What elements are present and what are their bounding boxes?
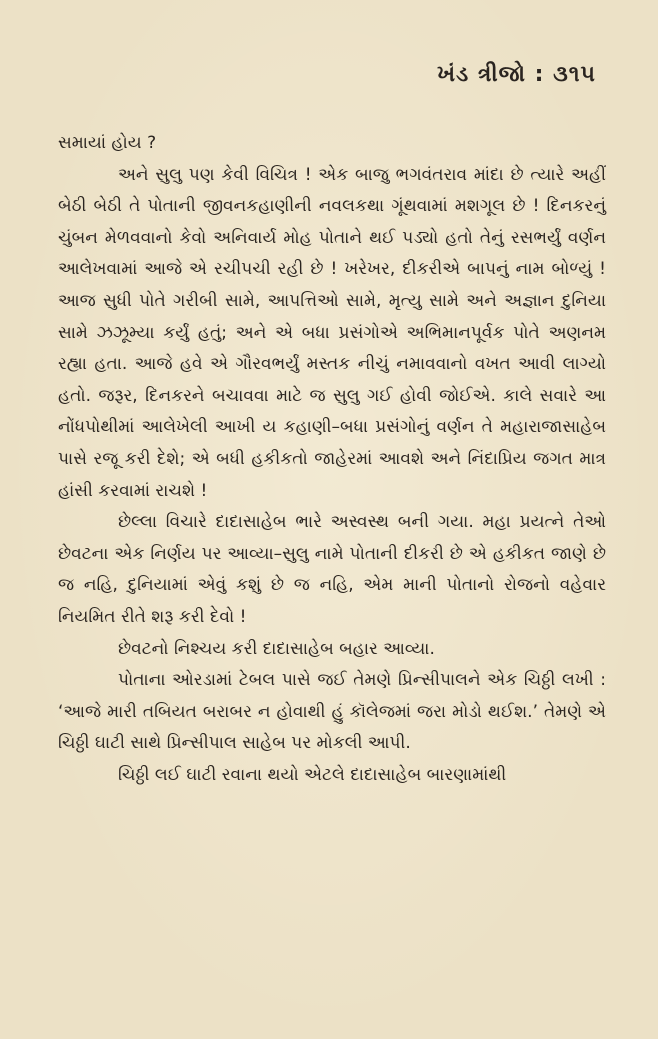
paragraph: છેલ્લા વિચારે દાદાસાહેબ ભારે અસ્વસ્થ બની ગયા. મહા પ્રયત્ને તેઓ છેવટના એક નિર્ણય પર આવ્યા–સુલુ નામે પોતાની દીકરી છે એ હકીકત જાણે છે જ નહિ, દુનિયામાં એવું કશું છે જ નહિ, એમ માની પોતાનો રોજનો વહેવાર નિયમિત રીતે શરૂ કરી દેવો ! <box>58 512 606 627</box>
paragraph: ચિઠ્ઠી લઈ ઘાટી રવાના થયો એટલે દાદાસાહેબ બારણામાંથી <box>118 764 507 785</box>
paragraph-continuation: સમાયાં હોય ? <box>58 133 157 153</box>
paragraph: પોતાના ઓરડામાં ટેબલ પાસે જઈ તેમણે પ્રિન્સીપાલને એક ચિઠ્ઠી લખી : ‘આજે મારી તબિયત બરાબર ન હોવાથી હું કૉલેજમાં જરા મોડો થઈશ.’ તેમણે એ ચિઠ્ઠી ઘાટી સાથે પ્રિન્સીપાલ સાહેબ પર મોકલી આપી. <box>58 670 606 754</box>
running-header: ખંડ ત્રીજો : ૩૧૫ <box>437 62 596 87</box>
body-text <box>58 128 606 791</box>
paragraph: છેવટનો નિશ્ચય કરી દાદાસાહેબ બહાર આવ્યા. <box>118 638 435 659</box>
paragraph: અને સુલુ પણ કેવી વિચિત્ર ! એક બાજુ ભગવંતરાવ માંદા છે ત્યારે અહીં બેઠી બેઠી તે પોતાની જીવનકહાણીની નવલકથા ગૂંથવામાં મશગૂલ છે ! દિનકરનું ચુંબન મેળવવાનો કેવો અનિવાર્ય મોહ પોતાને થઈ પડ્યો હતો તેનું રસભર્યું વર્ણન આલેખવામાં આજે એ રચીપચી રહી છે ! ખરેખર, દીકરીએ બાપનું નામ બોળ્યું ! આજ સુધી પોતે ગરીબી સામે, આપત્તિઓ સામે, મૃત્યુ સામે અને અજ્ઞાન દુનિયા સામે ઝઝૂમ્યા કર્યું હતું; અને એ બધા પ્રસંગોએ અભિમાનપૂર્વક પોતે અણનમ રહ્યા હતા. આજે હવે એ ગૌરવભર્યું મસ્તક નીચું નમાવવાનો વખત આવી લાગ્યો હતો. જરૂર, દિનકરને બચાવવા માટે જ સુલુ ગઈ હોવી જોઈએ. કાલે સવારે આ નોંધપોથીમાં આલેખેલી આખી ય કહાણી–બધા પ્રસંગોનું વર્ણન તે મહારાજાસાહેબ પાસે રજૂ કરી દેશે; એ બધી હકીકતો જાહેરમાં આવશે અને નિંદાપ્રિય જગત માત્ર હાંસી કરવામાં રાચશે ! <box>58 164 606 501</box>
